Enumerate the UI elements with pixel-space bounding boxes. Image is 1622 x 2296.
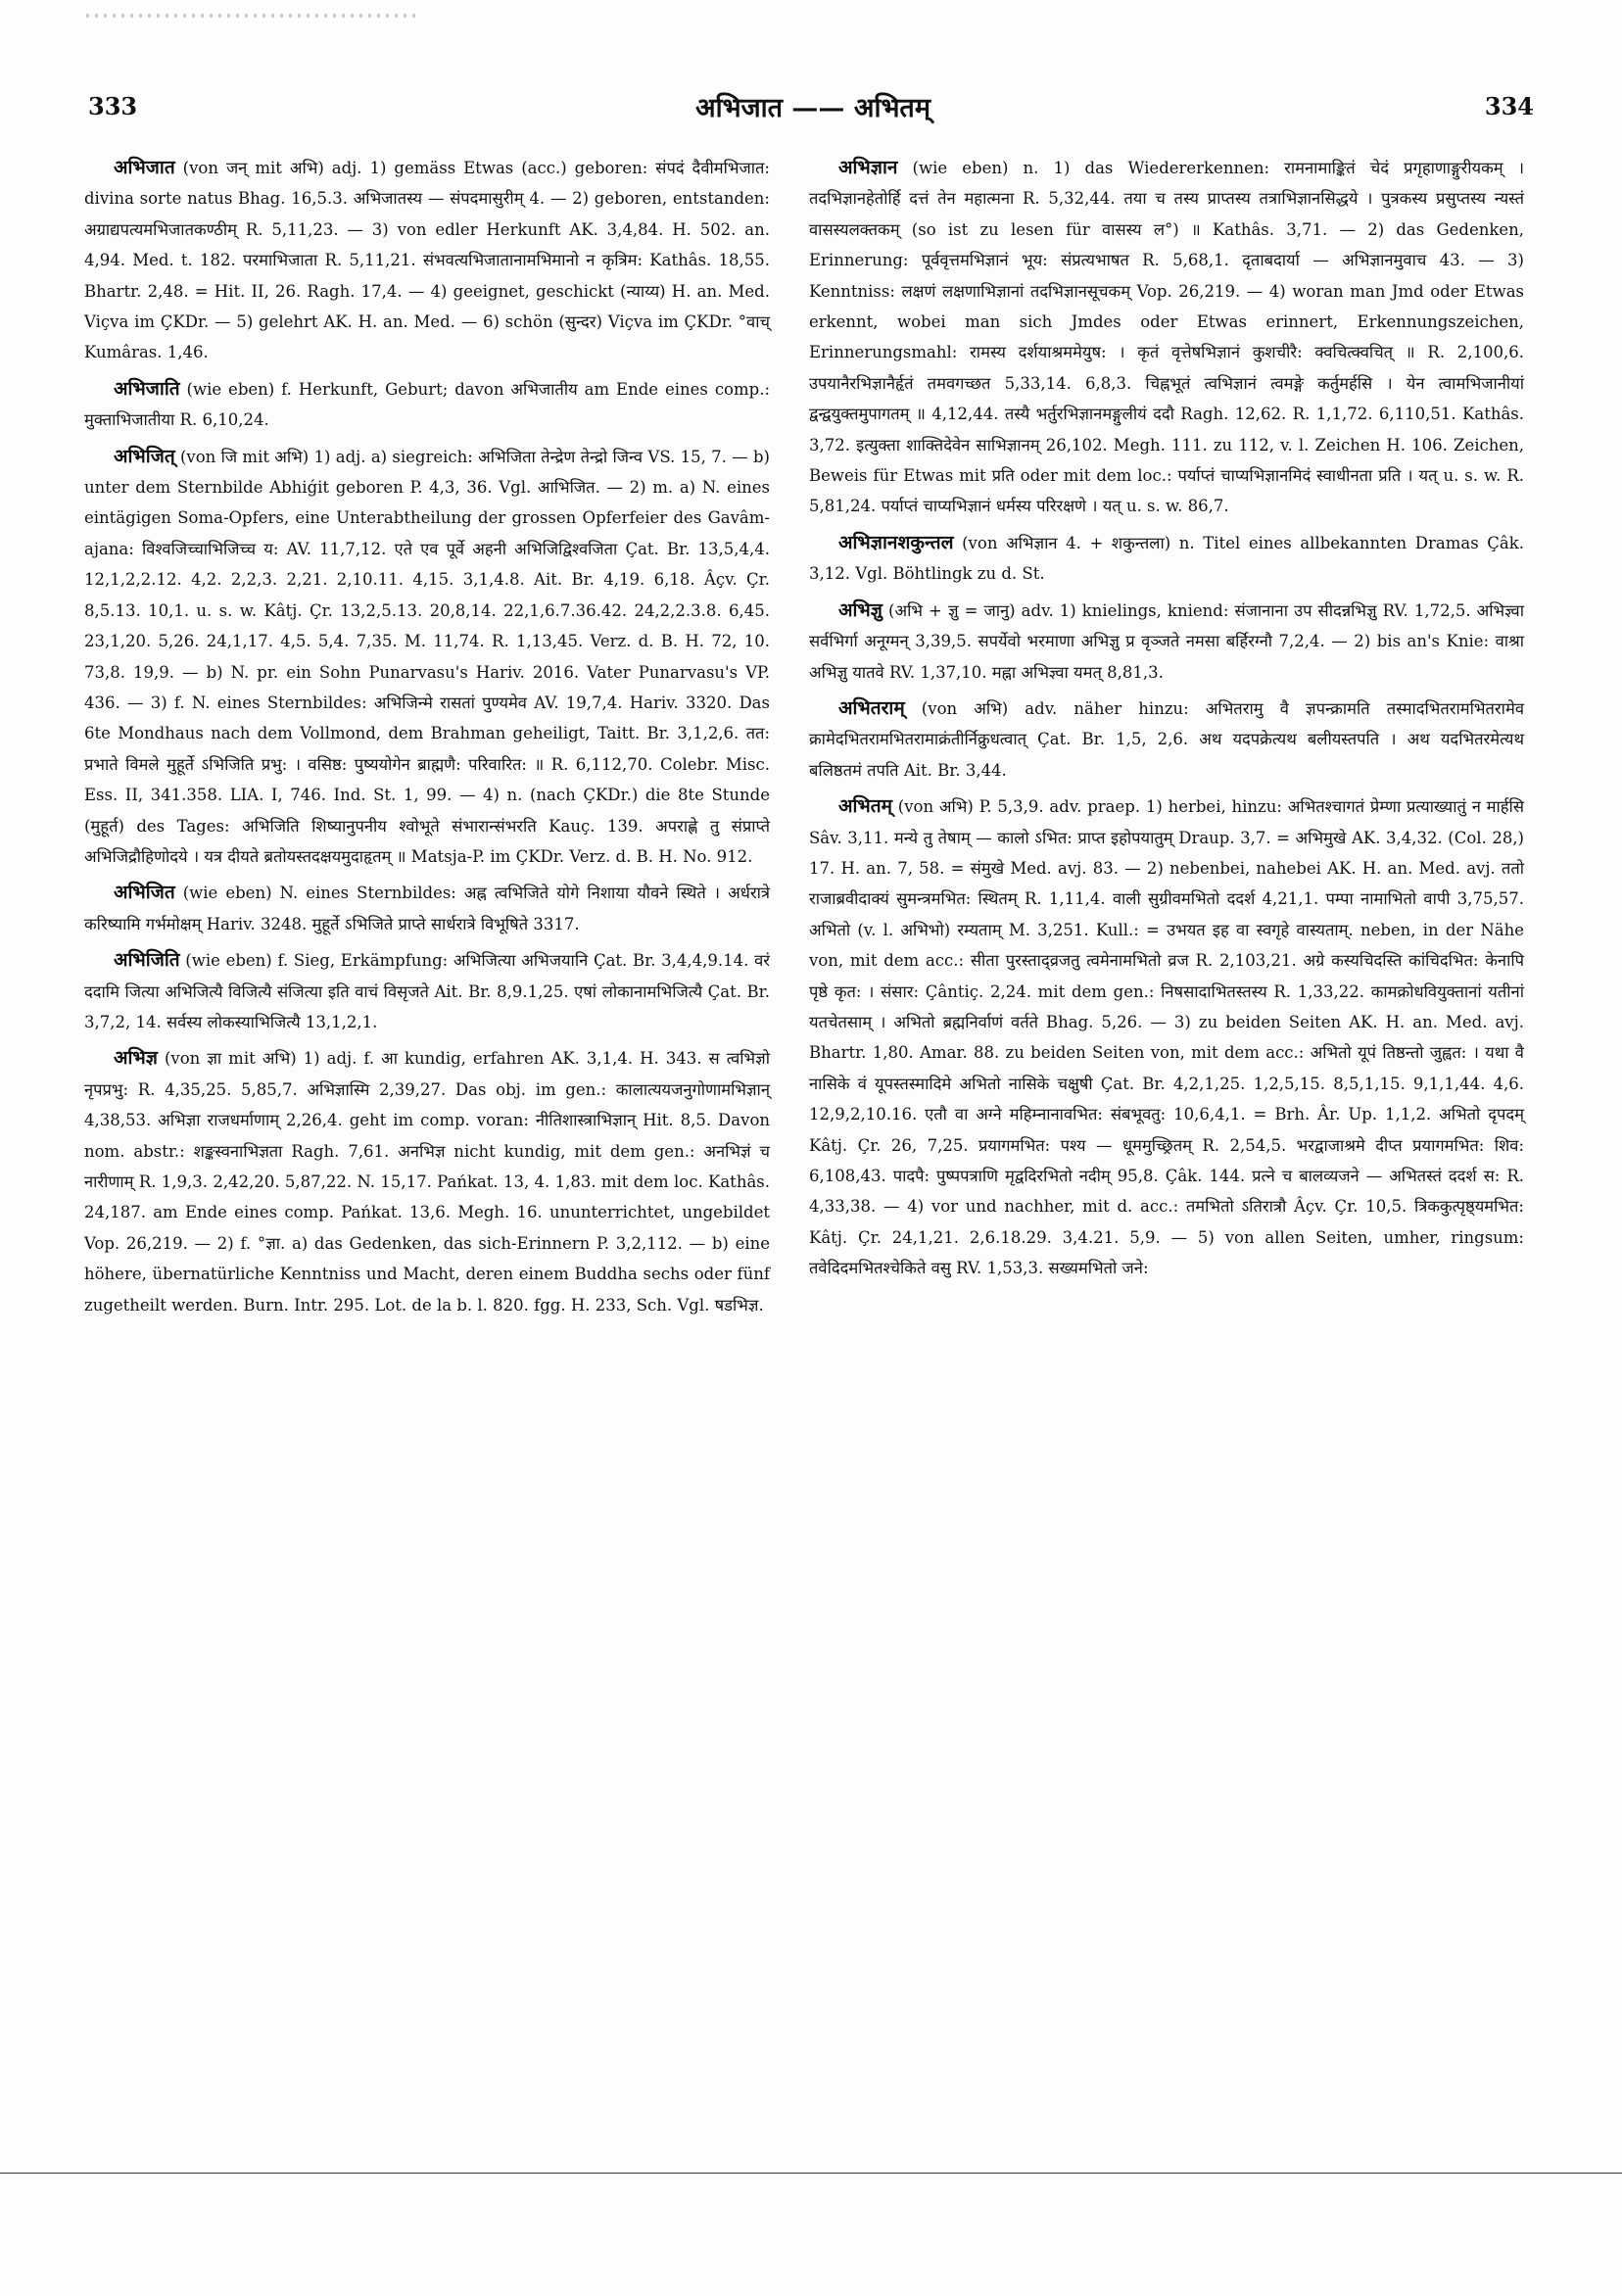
dictionary-entry [809,694,1524,786]
entry-headword: अभितराम् [838,696,905,719]
entry-headword: अभिज्ञानशकुन्तल [838,531,954,553]
entry-text: (wie eben) f. Herkunft, Geburt; davon अभिजातीय am Ende eines comp.: मुक्ताभिजातीया R. 6,10,24. [84,379,770,430]
bottom-rule [0,2173,1622,2174]
entry-headword: अभिजित् [114,445,175,467]
entry-headword: अभिज्ञ [114,1047,158,1070]
dictionary-entry [809,528,1524,590]
dictionary-entry [809,791,1524,1284]
entry-text: (von जि mit अभि) 1) adj. a) siegreich: अभिजिता तेन्द्रेण तेन्द्रो जिन्व VS. 15, 7. — b) unter dem Sternbilde Abhiǵit geboren P. 4,3, 36. Vgl. आभिजित. — 2) m. a) N. eines eintägigen Soma-Opfers, eine Unterabtheilung der grossen Opferfeier des Gavâm-ajana: विश्वजिच्चाभिजिच्च य: AV. 11,7,12. एते एव पूर्वे अहनी अभिजिद्विश्वजिता Çat. Br. 13,5,4,4. 12,1,2,2.12. 4,2. 2,2,3. 2,21. 2,10.11. 4,15. 3,1,4.8. Ait. Br. 4,19. 6,18. Âçv. Çr. 8,5.13. 10,1. u. s. w. Kâtj. Çr. 13,2,5.13. 20,8,14. 22,1,6.7.36.42. 24,2,2.3.8. 6,45. 23,1,20. 5,26. 24,1,17. 4,5. 5,4. 7,35. M. 11,74. R. 1,13,45. Verz. d. B. H. 72, 10. 73,8. 19,9. — b) N. pr. ein Sohn Punarvasu's Hariv. 2016. Vater Punarvasu's VP. 436. — 3) f. N. eines Sternbildes: अभिजिन्मे रासतां पुण्यमेव AV. 19,7,4. Hariv. 3320. Das 6te Mondhaus nach dem Vollmond, dem Brahman geheiligt, Taitt. Br. 3,1,2,6. तत: प्रभाते विमले मुहूर्ते ऽभिजिति प्रभु: । वसिष्ठ: पुष्ययोगेन ब्राह्मणै: परिवारित: ॥ R. 6,112,70. Colebr. Misc. Ess. II, 341.358. LIA. I, 746. Ind. St. 1, 99. — 4) n. (nach ÇKDr.) die 8te Stunde (मुहूर्त) des Tages: अभिजिति शिष्यानुपनीय श्वोभूते संभारान्संभरति Kauç. 139. अपराह्णे तु संप्राप्ते अभिजिद्रौहिणोदये । यत्र दीयते ब्रतोयस्तदक्षयमुदाहृतम् ॥ Matsja-P. im ÇKDr. Verz. d. B. H. No. 912. [84,447,770,866]
scan-artifact [86,14,419,18]
dictionary-entry [84,442,770,873]
entry-headword: अभिजात [114,157,175,178]
entry-headword: अभिजित [114,882,175,904]
dictionary-entry [84,878,770,939]
entry-text: (wie eben) f. Sieg, Erkämpfung: अभिजित्या अभिजयानि Çat. Br. 3,4,4,9.14. वरं ददामि जित्या अभिजित्यै विजित्यै संजित्या इति वाचं विसृजते Ait. Br. 8,9.1,25. एषां लोकानामभिजित्यै Çat. Br. 3,7,2, 14. सर्वस्य लोकस्याभिजित्यै 13,1,2,1. [84,951,770,1031]
page-header [78,92,1548,131]
dictionary-entry [809,153,1524,522]
entry-text: (von ज्ञा mit अभि) 1) adj. f. आ kundig, erfahren AK. 3,1,4. H. 343. स त्वभिज्ञो नृपप्रभु: R. 4,35,25. 5,85,7. अभिज्ञास्मि 2,39,27. Das obj. im gen.: कालात्ययजनुगोणामभिज्ञान् 4,38,53. अभिज्ञा राजधर्माणाम् 2,26,4. geht im comp. voran: नीतिशास्त्राभिज्ञान् Hit. 8,5. Davon nom. abstr.: शङ्कस्वनाभिज्ञता Ragh. 7,61. अनभिज्ञ nicht kundig, mit dem gen.: अनभिज्ञं च नारीणाम् R. 1,9,3. 2,42,20. 5,87,22. N. 15,17. Pańkat. 13, 4. 1,83. mit dem loc. Kathâs. 24,187. am Ende eines comp. Pańkat. 13,6. Megh. 16. ununterrichtet, ungebildet Vop. 26,219. — 2) f. °ज्ञा. a) das Gedenken, das sich-Erinnern P. 3,2,112. — b) eine höhere, übernatürliche Kenntniss und Macht, deren einem Buddha sechs oder fünf zugetheilt werden. Burn. Intr. 295. Lot. de la b. l. 820. fgg. H. 233, Sch. Vgl. षडभिज्ञ. [84,1049,770,1315]
right-page-number: 334 [1484,92,1534,120]
entry-text: (wie eben) n. 1) das Wiedererkennen: रामनामाङ्कितं चेदं प्रगृहाणाङ्गुरीयकम् । तदभिज्ञानहेतोर्हि दत्तं तेन महात्मना R. 5,32,44. तया च तस्य प्राप्तस्य तत्राभिज्ञानसिद्धये । पुत्रकस्य प्रसुप्तस्य न्यस्तं वासस्यलक्तकम् (so ist zu lesen für वासस्य ल°) ॥ Kathâs. 3,71. — 2) das Gedenken, Erinnerung: पूर्ववृत्तमभिज्ञानं भूय: संप्रत्यभाषत R. 5,68,1. दृताबदार्या — अभिज्ञानमुवाच 43. — 3) Kenntniss: लक्षणं लक्षणाभिज्ञानां तदभिज्ञानसूचकम् Vop. 26,219. — 4) woran man Jmd oder Etwas erkennt, wobei man sich Jmdes oder Etwas erinnert, Erkennungszeichen, Erinnerungsmahl: रामस्य दर्शयाश्रममेयुष: । कृतं वृत्तेषभिज्ञानं कुशचीरै: क्वचित्क्वचित् ॥ R. 2,100,6. उपयानैरभिज्ञानैर्हृतं तमवगच्छत 5,33,14. 6,8,3. चिह्नभूतं त्वभिज्ञानं त्वमङ्गे कर्तुमर्हसि । येन त्वामभिजानीयां द्वन्द्वयुक्तमुपागतम् ॥ 4,12,44. तस्यै भर्तुरभिज्ञानमङ्गुलीयं ददौ Ragh. 12,62. R. 1,1,72. 6,110,51. Kathâs. 3,72. इत्युक्ता शाक्तिदेवेन साभिज्ञानम् 26,102. Megh. 111. zu 112, v. l. Zeichen H. 106. Zeichen, Beweis für Etwas mit प्रति oder mit dem loc.: पर्याप्तं चाप्यभिज्ञानमिदं स्वाधीनता प्रति । यत् u. s. w. R. 5,81,24. पर्याप्तं चाप्यभिज्ञानं धर्मस्य परिरक्षणे । यत् u. s. w. 86,7. [809,159,1524,516]
entry-text: (von जन् mit अभि) adj. 1) gemäss Etwas (acc.) geboren: संपदं दैवीमभिजात: divina sorte natus Bhag. 16,5.3. अभिजातस्य — संपदमासुरीम् 4. — 2) geboren, entstanden: अग्राद्यपत्यमभिजातकण्ठीम् R. 5,11,23. — 3) von edler Herkunft AK. 3,4,84. H. 502. an. 4,94. Med. t. 182. परमाभिजाता R. 5,11,21. संभवत्यभिजातानामभिमानो न कृत्रिम: Kathâs. 18,55. Bhartr. 2,48. = Hit. II, 26. Ragh. 17,4. — 4) geeignet, geschickt (न्याय्य) H. an. Med. Viçva im ÇKDr. — 5) gelehrt AK. H. an. Med. — 6) schön (सुन्दर) Viçva im ÇKDr. °वाच् Kumâras. 1,46. [84,159,770,362]
dictionary-entry [809,596,1524,688]
dictionary-entry [84,945,770,1037]
entry-text: (wie eben) N. eines Sternbildes: अह्न त्वभिजिते योगे निशाया यौवने स्थिते । अर्धरात्रे करिष्यामि गर्भमोक्षम् Hariv. 3248. मुहूर्ते ऽभिजिते प्राप्ते सार्धरात्रे विभूषिते 3317. [84,884,770,933]
right-column [809,153,1524,1290]
left-page-number: 333 [88,92,138,120]
entry-headword: अभितम् [838,795,892,818]
dictionary-entry [84,374,770,436]
left-column [84,153,770,1326]
entry-text: (अभि + ज्ञु = जानु) adv. 1) knielings, kniend: संजानाना उप सीदन्नभिज्ञु RV. 1,72,5. अभिज्ञ्वा सर्वभिर्गा अनूग्मन् 3,39,5. सपर्येवो भरमाणा अभिज्ञु प्र वृञ्जते नमसा बर्हिरग्नौ 7,2,4. — 2) bis an's Knie: वाश्रा अभिज्ञु यातवे RV. 1,37,10. मह्ना अभिज्ञ्वा यमत् 8,81,3. [809,600,1524,682]
dictionary-entry [84,153,770,368]
entry-text: (von अभिज्ञान 4. + शकुन्तला) n. Titel eines allbekannten Dramas Çâk. 3,12. Vgl. Böhtlingk zu d. St. [809,533,1524,584]
entry-headword: अभिज्ञु [838,598,883,621]
entry-text: (von अभि) P. 5,3,9. adv. praep. 1) herbei, hinzu: अभितश्चागतं प्रेम्णा प्रत्याख्यातुं न मार्हसि Sâv. 3,11. मन्ये तु तेषाम् — कालो ऽभित: प्राप्त इहोपयातुम् Draup. 3,7. = अभिमुखे AK. 3,4,32. (Col. 28,) 17. H. an. 7, 58. = संमुखे Med. avj. 83. — 2) nebenbei, nahebei AK. H. an. Med. avj. ततो राजाब्रवीदाक्यं सुमन्त्रमभित: स्थितम् R. 1,11,4. वाली सुग्रीवमभितो ददर्श 4,21,1. पम्पा नामाभितो वापी 3,75,57. अभितो (v. l. अभिभो) रम्यताम् M. 3,251. Kull.: = उभयत इह वा स्वगृहे वास्यताम्. neben, in der Nähe von, mit dem acc.: सीता पुरस्ताद्व्रजतु त्वमेनामभितो व्रज R. 2,103,21. अग्रे कस्यचिदस्ति कांचिदभित: केनापि पृष्ठे कृत: । संसार: Çântiç. 2,24. mit dem gen.: निषसादाभितस्तस्य R. 1,33,22. कामक्रोधवियुक्तानां यतीनां यतचेतसाम् । अभितो ब्रह्मनिर्वाणं वर्तते Bhag. 5,26. — 3) zu beiden Seiten AK. H. an. Med. avj. Bhartr. 1,80. Amar. 88. zu beiden Seiten von, mit dem acc.: अभितो यूपं तिष्ठन्तो जुह्वत: । यथा वै नासिके वं यूपस्तस्मादिमे अभितो नासिके चक्षुषी Çat. Br. 4,2,1,25. 1,2,5,15. 8,5,1,15. 9,1,1,44. 4,6. 12,9,2,10.16. एतौ वा अग्ने महिम्नानावभित: संबभूवतु: 10,6,4,1. = Brh. Âr. Up. 1,1,2. अभितो दृपदम् Kâtj. Çr. 26, 7,25. प्रयागमभित: पश्य — धूममुच्छ्रितम् R. 2,54,5. भरद्वाजाश्रमे दीप्त प्रयागमभित: शिव: 6,108,43. पादपै: पुष्पपत्राणि मृद्वदिरभितो नदीम् 95,8. Çâk. 144. प्रत्ने च बालव्यजने — अभितस्तं ददर्श स: R. 4,33,38. — 4) vor und nachher, mit d. acc.: तमभितो ऽतिरात्रौ Âçv. Çr. 10,5. त्रिककुत्पृष्ठ्यमभित: Kâtj. Çr. 24,1,21. 2,6.18.29. 3,4.21. 5,9. — 5) von allen Seiten, umher, ringsum: तवेदिदमभितश्चेकिते वसु RV. 1,53,3. सख्यमभितो जने: [809,797,1524,1278]
entry-headword: अभिज्ञान [838,157,898,178]
running-head: अभिजात —— अभितम् [695,93,930,123]
entry-headword: अभिजाति [114,377,180,400]
dictionary-entry [84,1043,770,1320]
entry-headword: अभिजिति [114,949,180,972]
entry-text: (von अभि) adv. näher hinzu: अभितरामु वै ज्ञपन्क्रामति तस्मादभितरामभितरामेव क्रामेदभितरामभितरामाक्रंतीर्निक्रुधत्वात् Çat. Br. 1,5, 2,6. अथ यदपक्रेत्यथ बलीयस्तपति । अथ यदभितरमेत्यथ बलिष्ठतमं तपति Ait. Br. 3,44. [809,698,1524,780]
